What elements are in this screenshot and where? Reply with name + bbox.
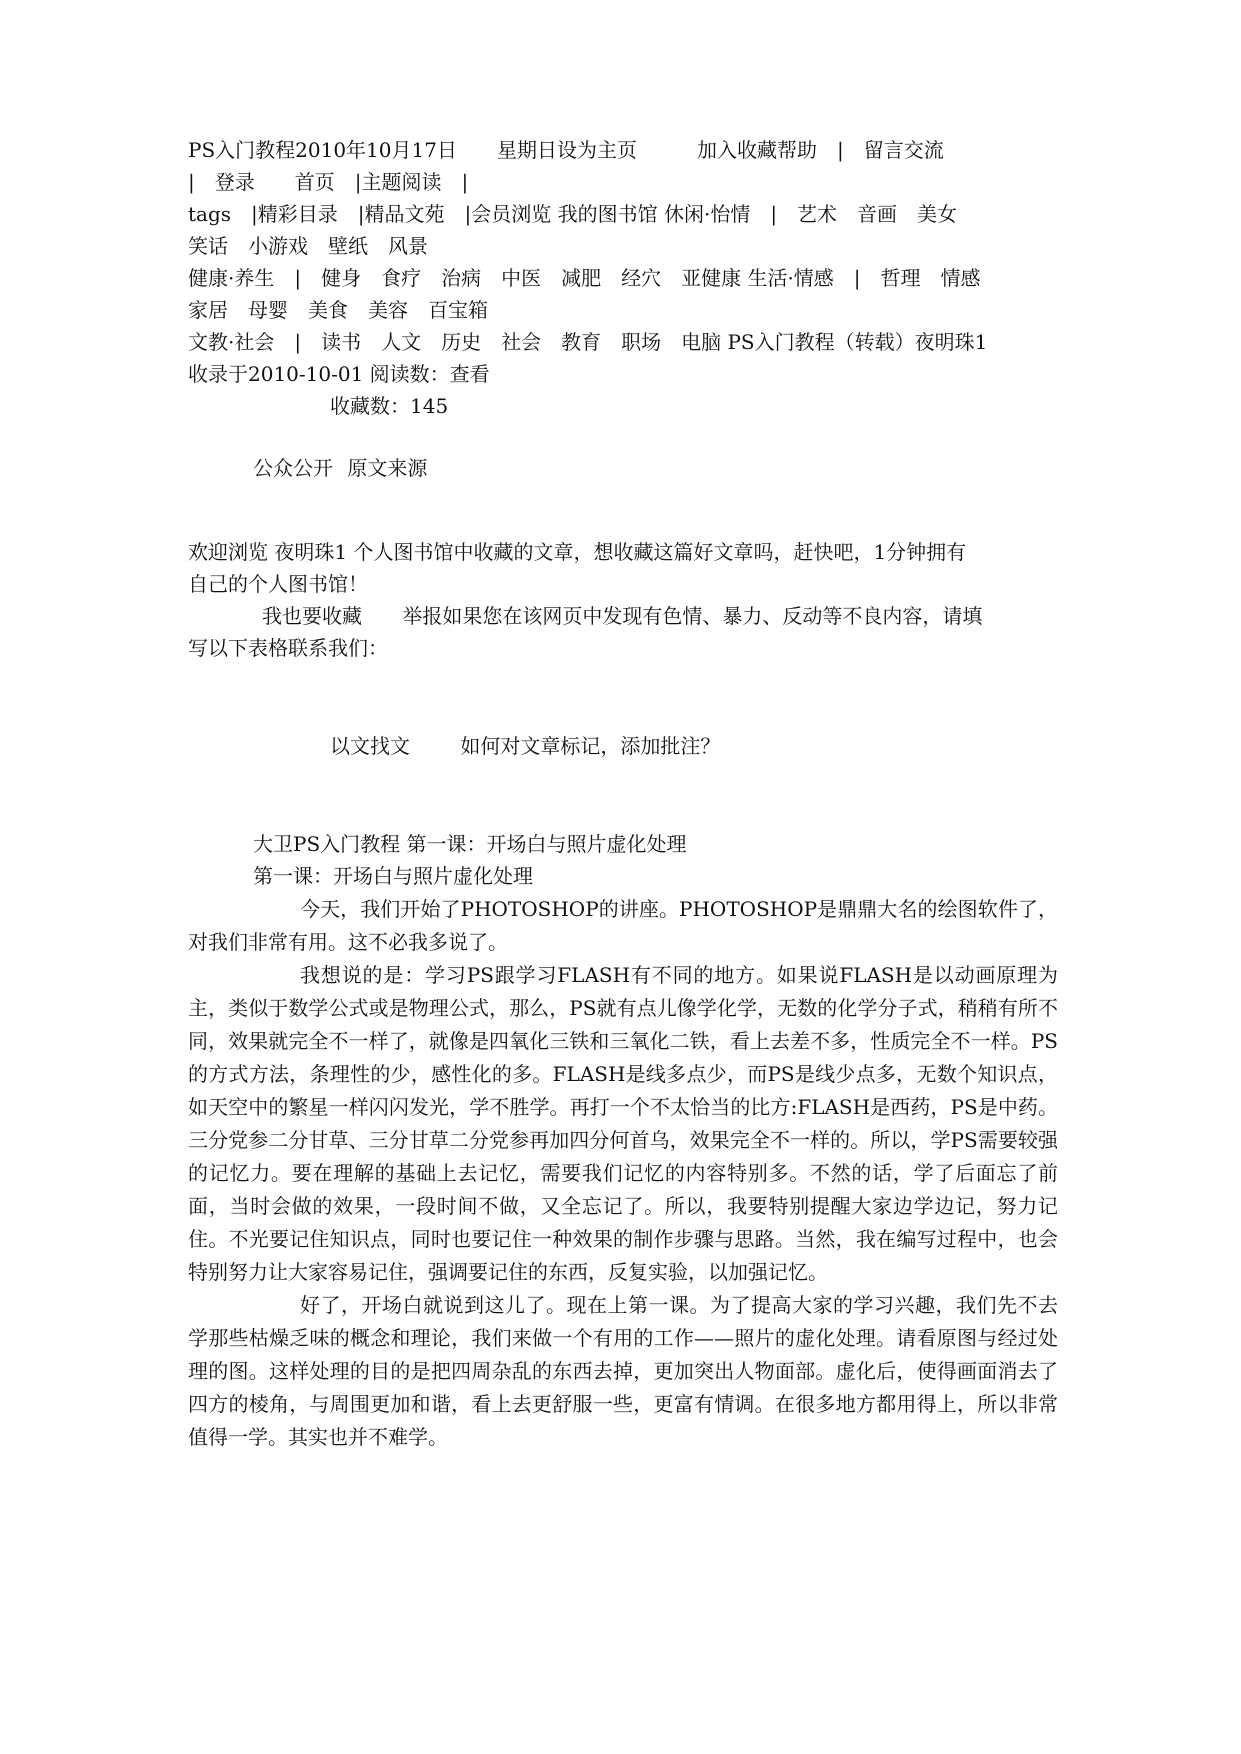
welcome-line-2: 自己的个人图书馆！	[188, 572, 368, 596]
article-subtitle: 第一课：开场白与照片虚化处理	[253, 864, 533, 888]
welcome-line: 欢迎浏览 夜明珠1 个人图书馆中收藏的文章，想收藏这篇好文章吗，赶快吧，1分钟拥有	[188, 540, 967, 564]
article-title: 大卫PS入门教程 第一课：开场白与照片虚化处理	[253, 832, 687, 856]
header-line[interactable]: PS入门教程2010年10月17日 星期日设为主页 加入收藏帮助 | 留言交流	[188, 138, 944, 162]
culture-nav-line[interactable]: 文教·社会 | 读书 人文 历史 社会 教育 职场 电脑 PS入门教程（转载）夜明珠1	[188, 330, 988, 354]
tags-nav-line-2[interactable]: 笑话 小游戏 壁纸 风景	[188, 234, 428, 258]
health-nav-line-2[interactable]: 家居 母婴 美食 美容 百宝箱	[188, 298, 488, 322]
article-meta-line: 收录于2010-10-01 阅读数：查看	[188, 362, 490, 386]
article-paragraph: 我想说的是：学习PS跟学习FLASH有不同的地方。如果说FLASH是以动画原理为主，类似于数学公式或是物理公式，那么，PS就有点儿像学化学，无数的化学分子式，稍稍有所不同，效果就完全不一样了，就像是四氧化三铁和三氧化二铁，看上去差不多，性质完全不一样。PS的方式方法，条理性的少，感性化的多。FLASH是线多点少，而PS是线少点多，无数个知识点，如天空中的繁星一样闪闪发光，学不胜学。再打一个不太恰当的比方:FLASH是西药，PS是中药。三分党参二分甘草、三分甘草二分党参再加四分何首乌，效果完全不一样的。所以，学PS需要较强的记忆力。要在理解的基础上去记忆，需要我们记忆的内容特别多。不然的话，学了后面忘了前面，当时会做的效果，一段时间不做，又全忘记了。所以，我要特别提醒大家边学边记，努力记住。不光要记住知识点，同时也要记住一种效果的制作步骤与思路。当然，我在编写过程中，也会特别努力让大家容易记住，强调要记住的东西，反复实验，以加强记忆。	[188, 963, 1058, 1284]
article-body	[188, 893, 1058, 1454]
collect-link[interactable]: 我也要收藏	[262, 604, 362, 628]
annotate-help-link[interactable]: 如何对文章标记，添加批注？	[460, 734, 721, 758]
tags-nav-line[interactable]: tags |精彩目录 |精品文苑 |会员浏览 我的图书馆 休闲·怡情 | 艺术 音画 美女	[188, 202, 958, 226]
report-link[interactable]: 举报如果您在该网页中发现有色情、暴力、反动等不良内容，请填	[402, 604, 983, 628]
share-row	[253, 452, 653, 484]
article-paragraph: 好了，开场白就说到这儿了。现在上第一课。为了提高大家的学习兴趣，我们先不去学那些枯燥乏味的概念和理论，我们来做一个有用的工作——照片的虚化处理。请看原图与经过处理的图。这样处理的目的是把四周杂乱的东西去掉，更加突出人物面部。虚化后，使得画面消去了四方的棱角，与周围更加和谐，看上去更舒服一些，更富有情调。在很多地方都用得上，所以非常值得一学。其实也并不难学。	[188, 1293, 1058, 1449]
public-link[interactable]: 公众公开	[253, 456, 333, 480]
health-nav-line[interactable]: 健康·养生 | 健身 食疗 治病 中医 减肥 经穴 亚健康 生活·情感 | 哲理 情感	[188, 266, 981, 290]
report-line-2: 写以下表格联系我们：	[188, 636, 388, 660]
favorite-count: 收藏数：145	[330, 394, 449, 418]
collect-report-row	[262, 600, 1062, 632]
article-paragraph: 今天，我们开始了PHOTOSHOP的讲座。PHOTOSHOP是鼎鼎大名的绘图软件了，对我们非常有用。这不必我多说了。	[188, 897, 1058, 954]
source-link[interactable]: 原文来源	[347, 456, 428, 480]
tools-row	[330, 730, 930, 762]
search-by-text-link[interactable]: 以文找文	[330, 734, 410, 758]
header-nav-line[interactable]: | 登录 首页 |主题阅读 |	[188, 170, 469, 194]
